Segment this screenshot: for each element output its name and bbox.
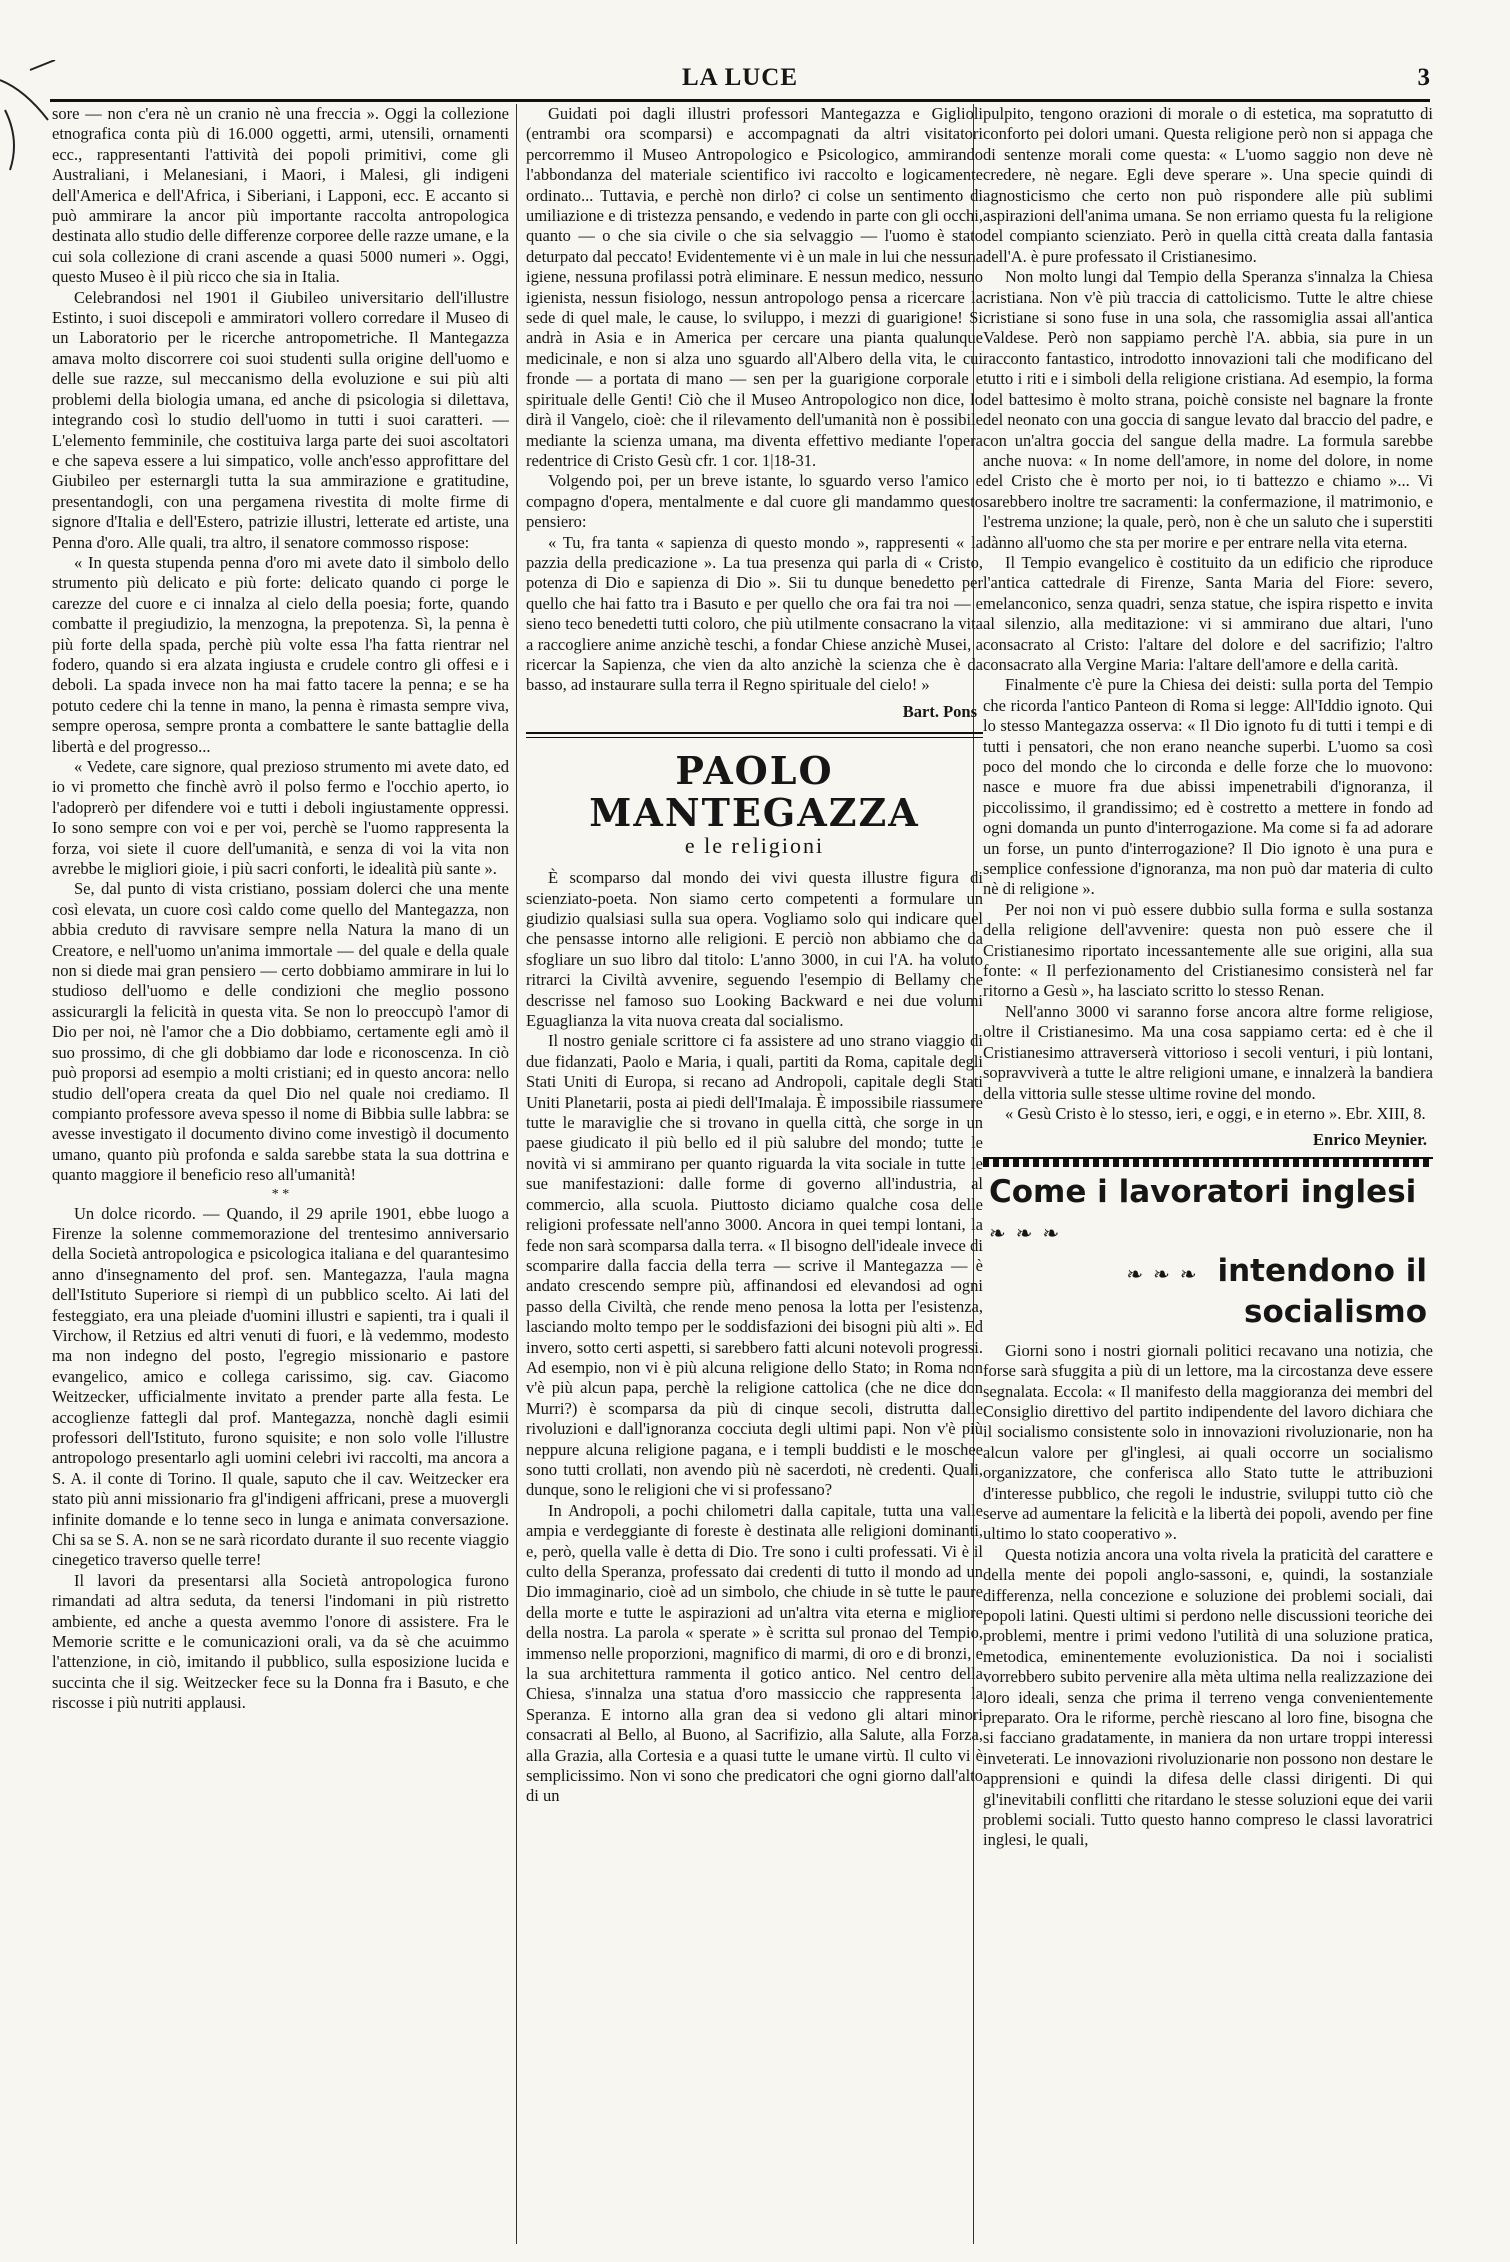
paragraph: Celebrandosi nel 1901 il Giubileo universitario dell'illustre Estinto, i suoi discepoli e ammiratori vollero corredare il Museo di un Laboratorio per le ricerche antropometriche. Il Mantegazza amava molto discorrere coi suoi studenti sulla origine dell'uomo e delle sue razze, sul meccanismo della evoluzione e sui più alti problemi della biologia umana, ed anche di psicologia si dilettava, integrando così lo studio dell'uomo in tutti i suoi caratteri. — L'elemento femminile, che costituiva larga parte dei suoi ascoltatori e che sapeva essere a lui simpatico, volle anch'esso approfittare del Giubileo per esternargli tutta la sua ammirazione e gratitudine, presentandogli, con una pergamena rivestita di molte firme di signore d'Italia e dell'Estero, patrizie illustri, letterate ed artiste, una Penna d'oro. Alle quali, tra altro, il senatore commosso rispose: bbox=[52, 287, 509, 552]
column-divider-1 bbox=[516, 104, 517, 2244]
paragraph: Non molto lungi dal Tempio della Speranza s'innalza la Chiesa cristiana. Non v'è più traccia di cattolicismo. Tutte le altre chiese cristiane si sono fuse in una sola, che rassomiglia assai all'antica Valdese. Però non sappiamo perchè l'A. abbia, sia pure in un racconto fantastico, introdotto innovazioni tali che modificano del tutto i riti e i simboli della religione cristiana. Ad esempio, la forma del battesimo è molto strana, poichè consiste nel bagnare la fronte del neonato con una goccia di sangue levato dal braccio del padre, e con un'altra goccia del sangue della madre. La formula sarebbe anche nuova: « In nome dell'amore, in nome del dolore, in nome del Cristo che è morto per noi, io ti battezzo e chiamo »... Vi sarebbero inoltre tre sacramenti: la confermazione, il matrimonio, e l'estrema unzione; la quale, però, non è che un saluto che i superstiti dànno all'uomo che sta per morire e per entrare nella vita eterna. bbox=[983, 267, 1433, 552]
paragraph: « Tu, fra tanta « sapienza di questo mondo », rappresenti « la pazzia della predicazione ». La tua presenza qui parla di « Cristo, potenza di Dio e sapienza di Dio ». Sii tu dunque benedetto per quello che hai fatto tra i Basuto e per quello che ora fai tra noi — e sieno teco benedetti tutti coloro, che più utilmente consacrano la vita a raccogliere anime anzichè teschi, a fondar Chiese anzichè Musei, a ricercar la Sapienza, che vien da alto anzichè la scienza che è da basso, ad instaurare sulla terra il Regno spirituale del cielo! » bbox=[526, 532, 983, 695]
page-number: 3 bbox=[1417, 64, 1430, 91]
paragraph: Finalmente c'è pure la Chiesa dei deisti: sulla porta del Tempio che ricorda l'antico Panteon di Roma si legge: All'Iddio ignoto. Qui lo stesso Mantegazza osserva: « Il Dio ignoto fu di tutti i tempi e di tutti i pensatori, che non erano neanche superbi. L'uomo sa così poco del mondo che lo circonda e delle forze che lo muovono: nasce e muore fra due abissi impenetrabili d'ignoranza, il piccolissimo, il grandissimo; ed è costretto a mettere in fondo ad ogni domanda un punto d'interrogazione. Ma come si fa ad adorare un forse, un punto d'interrogazione? Il Dio ignoto è una pura e semplice confessione d'ignoranza, ma non può dar materia di culto nè di religione ». bbox=[983, 675, 1433, 899]
headline-line-1: Come i lavoratori inglesi bbox=[989, 1173, 1417, 1210]
article-headline: PAOLO MANTEGAZZA bbox=[589, 748, 920, 836]
ornament-icon: ❧❧❧ bbox=[1126, 1261, 1207, 1286]
section-separator: * * bbox=[271, 1186, 290, 1202]
column-2 bbox=[526, 104, 983, 2244]
ornamental-divider bbox=[983, 1157, 1433, 1167]
column-1 bbox=[52, 104, 509, 2244]
ornament-icon: ❧❧❧ bbox=[989, 1220, 1070, 1245]
paragraph: Volgendo poi, per un breve istante, lo sguardo verso l'amico e compagno d'opera, mentalmente e dal cuore gli mandammo questo pensiero: bbox=[526, 471, 983, 532]
paragraph: Un dolce ricordo. — Quando, il 29 aprile 1901, ebbe luogo a Firenze la solenne commemorazione del trentesimo anniversario della Società antropologica e psicologica italiana e del quarantesimo anno d'insegnamento del prof. sen. Mantegazza, l'aula magna dell'Istituto Superiore si riempì di un pubblico scelto. Ai lati del festeggiato, era una pleiade d'uomini illustri e sapienti, tra i quali il Virchow, il Retzius ed altri venuti di fuori, e là vedemmo, modesto ma non indegno del posto, l'egregio missionario e pastore evangelico, amico e collega carissimo, sig. cav. Giacomo Weitzecker, ufficialmente invitato a prender parte alla festa. Le accoglienze fattegli dal prof. Mantegazza, nonchè dagli esimii professori dell'Istituto, furono squisite; e non solo volle l'illustre antropologo presentarlo agli uomini celebri ivi raccolti, ma ancora a S. A. il conte di Torino. Il quale, saputo che il cav. Weitzecker era stato più anni missionario fra gl'indigeni affricani, prese a muovergli infinite domande e lo tenne seco in lunga e animata conversazione. Chi sa se S. A. non se ne sarà ricordato durante il suo recente viaggio cinegetico traverso quelle terre! bbox=[52, 1203, 509, 1570]
paragraph: In Andropoli, a pochi chilometri dalla capitale, tutta una valle ampia e verdeggiante di foreste è destinata alle religioni dominanti, e, però, quella valle è detta di Dio. Tre sono i culti professati. Vi è il culto della Speranza, professato dai credenti di tutto il mondo ad un Dio immaginario, cioè ad un simbolo, che chiude in sè tutte le paure della morte e tutte le aspirazioni ad un'altra vita eterna e migliore della nostra. La parola « sperate » è scritta sul pronao del Tempio, immenso nelle proporzioni, magnifico di marmi, di oro e di bronzi, e la sua architettura rammenta il gotico antico. Nel centro della Chiesa, s'innalza una statua d'oro massiccio che rappresenta la Speranza. E intorno alla gran dea si vedono gli altari minori consacrati al Bello, al Buono, al Sacrifizio, alla Salute, alla Forza, alla Grazia, alla Cortesia e a quasi tutte le umane virtù. Il culto vi è semplicissimo. Non vi sono che predicatori che ogni giorno dall'alto di un bbox=[526, 1500, 983, 1806]
paragraph: Per noi non vi può essere dubbio sulla forma e sulla sostanza della religione dell'avvenire: questa non può essere che il Cristianesimo riportato incessantemente alle sue origini, alla sua fonte: « Il perfezionamento del Cristianesimo consisterà nel far ritorno a Gesù », ha lasciato scritto lo stesso Renan. bbox=[983, 899, 1433, 1001]
paragraph: « Vedete, care signore, qual prezioso strumento mi avete dato, ed io vi prometto che finchè avrò il polso fermo e l'occhio aperto, io l'adoprerò per difendere voi e tutti i deboli ingiustamente oppressi. Io sono sempre con voi e per voi, perchè se l'uomo rappresenta la forza, voi siete il cuore dell'umanità, e senza di voi la vita non avrebbe le migliori gioie, i più sacri conforti, le idealità più sante ». bbox=[52, 757, 509, 879]
article-divider bbox=[526, 732, 983, 738]
page-header bbox=[50, 62, 1430, 98]
paragraph: « Gesù Cristo è lo stesso, ieri, e oggi, e in eterno ». Ebr. XIII, 8. bbox=[1005, 1103, 1426, 1123]
paragraph: Guidati poi dagli illustri professori Mantegazza e Giglioli (entrambi ora scomparsi) e accompagnati da altri visitatori percorremmo il Museo Antropologico e Psicologico, ammirando l'abbondanza del materiale scientifico ivi raccolto e logicamente ordinato... Tuttavia, e perchè non dirlo? ci colse un sentimento di umiliazione e di tristezza pensando, e vedendo in parte con gli occhi, quanto — o che sia civile o che sia selvaggio — l'uomo è stato deturpato dal peccato! Evidentemente vi è un male in lui che nessuna igiene, nessuna profilassi potrà eliminare. E nessun medico, nessuno igienista, nessun fisiologo, nessun antropologo pensa a ricercare la sede di quel male, le cause, lo sviluppo, i mezzi di guarigione! Si andrà in Asia e in America per cercare una pianta qualunque medicinale, e non si alza uno sguardo all'Albero della vita, le cui fronde — a portata di mano — sen per la guarigione corporale e spirituale delle Genti! Ciò che il Museo Antropologico non dice, lo dirà il Vangelo, cioè: che il rilevamento dell'umanità non è possibile mediante la scienza umana, ma diventa effettivo mediante l'opera redentrice di Cristo Gesù cfr. 1 cor. 1|18-31. bbox=[526, 104, 983, 470]
paragraph: Questa notizia ancora una volta rivela la praticità del carattere e della mente dei popoli anglo-sassoni, e, quindi, la sostanziale differenza, nella concezione e soluzione dei problemi sociali, dai popoli latini. Questi ultimi si perdono nelle discussioni teoriche dei problemi, mentre i primi vedono l'utilità di una soluzione pratica, metodica, eminentemente evoluzionistica. Da noi i socialisti vorrebbero subito pervenire alla mèta ultima nella realizzazione dei loro ideali, senza che prima il terreno venga convenientemente preparato. Ora le riforme, perchè riescano al loro fine, bisogna che si facciano gradatamente, in maniera da non urtare troppi interessi inveterati. Le innovazioni rivoluzionarie non possono non destare le apprensioni e quindi la difesa delle classi dirigenti. Di qui gl'inevitabili conflitti che ritardano le stesse soluzioni eque dei varii problemi sociali. Tutto questo hanno compreso le classi lavoratrici inglesi, le quali, bbox=[983, 1544, 1433, 1850]
paragraph: È scomparso dal mondo dei vivi questa illustre figura di scienziato-poeta. Non siamo certo competenti a formulare un giudizio qualsiasi sulla sua opera. Vogliamo solo qui indicare quel che pensasse intorno alle religioni. E perciò non abbiamo che da sfogliare un suo libro dal titolo: L'anno 3000, in cui l'A. ha voluto ritrarci la Civiltà avvenire, seguendo l'esempio di Bellamy che descrisse nel famoso suo Looking Backward e nei due volumi Eguaglianza la vita nuova creata dal socialismo. bbox=[526, 868, 983, 1031]
paragraph: « In questa stupenda penna d'oro mi avete dato il simbolo dello strumento più delicato e più forte: delicato quando ci porge le carezze del cuore e ci innalza al cielo della poesia; forte, quando combatte il pregiudizio, la menzogna, la prepotenza. Sì, la penna è più forte della spada, perchè più volte essa l'ha fatta rientrar nel fodero, quando si era alzata ingiusta e crudele contro gli offesi e i deboli. La spada invece non ha mai fatto tacere la penna; e se ha potuto cedere chi la tenne in mano, la penna è rimasta sempre viva, sempre operosa, sempre pronta a combattere le sante battaglie della libertà e del progresso... bbox=[52, 552, 509, 756]
article-headline bbox=[983, 1173, 1433, 1331]
newspaper-title: LA LUCE bbox=[681, 64, 799, 91]
paragraph: Il lavori da presentarsi alla Società antropologica furono rimandati ad altra seduta, da tenersi l'indomani in più ristretto ambiente, ed anche a questa avemmo l'onore di assistere. Fra le Memorie scritte e le comunicazioni orali, va da sè che acuimmo l'attenzione, in ciò, imitando il pubblico, sulla esposizione lucida e succinta che il sig. Weitzecker fece su la Donna fra i Basuto, e che riscosse i più nutriti applausi. bbox=[52, 1570, 509, 1713]
paragraph: sore — non c'era nè un cranio nè una freccia ». Oggi la collezione etnografica conta più di 16.000 oggetti, armi, utensili, ornamenti ecc., rappresentanti l'attività dei popoli primitivi, come gli Australiani, i Melanesiani, i Maori, i Malesi, gli indigeni dell'America e dell'Africa, i Siberiani, i Lapponi, ecc. E accanto si può ammirare la ancor più importante raccolta antropologica destinata allo studio delle differenze corporee delle razze umane, e la cui sola collezione di crani ascende a quasi 5000 numeri ». Oggi, questo Museo è il più ricco che sia in Italia. bbox=[52, 104, 509, 287]
author-signature: Bart. Pons bbox=[902, 701, 977, 721]
column-3 bbox=[983, 104, 1433, 2244]
paragraph: Giorni sono i nostri giornali politici recavano una notizia, che forse sarà sfuggita a più di un lettore, ma la circostanza deve essere segnalata. Eccola: « Il manifesto della maggioranza dei membri del Consiglio direttivo del partito indipendente del lavoro dichiara che il socialismo consistente solo in innovazioni rivoluzionarie, non ha alcun valore per gl'inglesi, ai quali occorre un socialismo organizzatore, che conferisca allo Stato tutte le attribuzioni d'interesse pubblico, che regoli le industrie, sviluppi tutto ciò che serve ad aumentare la felicità e la libertà dei popoli, avendo per fine ultimo lo stato cooperativo ». bbox=[983, 1340, 1433, 1544]
paragraph: Nell'anno 3000 vi saranno forse ancora altre forme religiose, oltre il Cristianesimo. Ma una cosa sappiamo certa: ed è che il Cristianesimo attraverserà vittorioso i secoli venturi, i più lontani, sopravviverà a tutte le altre religioni umane, e innalzerà la bandiera della vittoria sulle stesse ultime rovine del mondo. bbox=[983, 1001, 1433, 1103]
paragraph: Il nostro geniale scrittore ci fa assistere ad uno strano viaggio di due fidanzati, Paolo e Maria, i quali, partiti da Roma, capitale degli Stati Uniti di Europa, si recano ad Andropoli, capitale degli Stati Uniti Planetarii, posta ai piedi dell'Imalaja. È impossibile riassumere tutte le maraviglie che si trovano in quella città, che sorge in un paese giudicato il più bello ed il più salubre del mondo; tutte le novità vi si ammirano per quanto riguarda la vita sociale in tutte le sue manifestazioni: dalle forme di governo all'industria, al commercio, alla scuola. Piuttosto diciamo qualche cosa delle religioni professate nell'anno 3000. Ancora in quei tempi lontani, la fede non sarà scomparsa dalla terra. « Il bisogno dell'ideale invece di scomparire dalla faccia della terra — scrive il Mantegazza — è andato crescendo sempre più, affinandosi ed elevandosi ad ogni passo della Civiltà, che rende meno penosa la lotta per l'esistenza, lasciando molto tempo per le soddisfazioni dei bisogni più alti ». Ed invero, sotto certi aspetti, si sarebbero fatti alcuni notevoli progressi. Ad esempio, non vi è più alcuna religione dello Stato; in Roma non v'è più alcun papa, perchè la religione cattolica (che ne dice don Murri?) è scomparsa da più di cinque secoli, distrutta dalle rivoluzioni e dall'ignoranza cocciuta degli ultimi papi. Non v'è più neppure alcuna religione pagana, e i templi buddisti e le moschee sono tutti crollati, non avendo più nè sacerdoti, nè credenti. Quali, dunque, sono le religioni che vi si professano? bbox=[526, 1031, 983, 1500]
paragraph: Se, dal punto di vista cristiano, possiam dolerci che una mente così elevata, un cuore così caldo come quello del Mantegazza, non abbia creduto di ravvisare sempre nella Natura la mano di un Creatore, e nell'uomo un'anima immortale — del quale e della quale non si diede mai gran pensiero — certo dobbiamo ammirare in lui lo studioso dell'uomo e delle condizioni che meglio possono assicurargli la felicità in questa vita. Se non lo preoccupò l'amor di Dio per noi, nè l'amor che a Dio dobbiamo, certamente egli amò il suo prossimo, di che gli dobbiamo dar lode e riconoscenza. In ciò può proporsi ad esempio a molti cristiani; ed in questo ancora: nello studio dell'opera creata da quel Dio nel quale noi crediamo. Il compianto professore aveva spesso il nome di Bibbia sulle labbra: se avesse investigato il documento divino come investigò il documento umano, quanto più profonda e salda sarebbe stata la sua dottrina e quanto maggiore il beneficio reso all'umanità! bbox=[52, 879, 509, 1185]
author-signature: Enrico Meynier. bbox=[1313, 1130, 1427, 1150]
headline-line-2: intendono il socialismo bbox=[1217, 1252, 1427, 1330]
paragraph: pulpito, tengono orazioni di morale o di estetica, ma sopratutto di conforto pei dolori umani. Questa religione però non si appaga che di sentenze morali come questa: « L'uomo saggio non deve nè credere, nè negare. Egli deve sperare ». Una specie quindi di agnosticismo che certo non può rispondere alle più sublimi aspirazioni dell'anima umana. Se non erriamo questa fu la religione del compianto scienziato. Però in quella città creata dalla fantasia dell'A. è pure professato il Cristianesimo. bbox=[983, 104, 1433, 266]
paragraph: Il Tempio evangelico è costituito da un edificio che riproduce l'antica cattedrale di Firenze, Santa Maria del Fiore: severo, melanconico, senza quadri, senza statue, che ispira rispetto e invita al silenzio, alla meditazione: vi si ammirano due altari, l'uno consacrato al Cristo: l'altare del dolore e del sacrifizio; l'altro consacrato alla Vergine Maria: l'altare dell'amore e della carità. bbox=[983, 552, 1433, 674]
header-rule bbox=[50, 99, 1430, 102]
article-subheadline: e le religioni bbox=[684, 833, 825, 859]
